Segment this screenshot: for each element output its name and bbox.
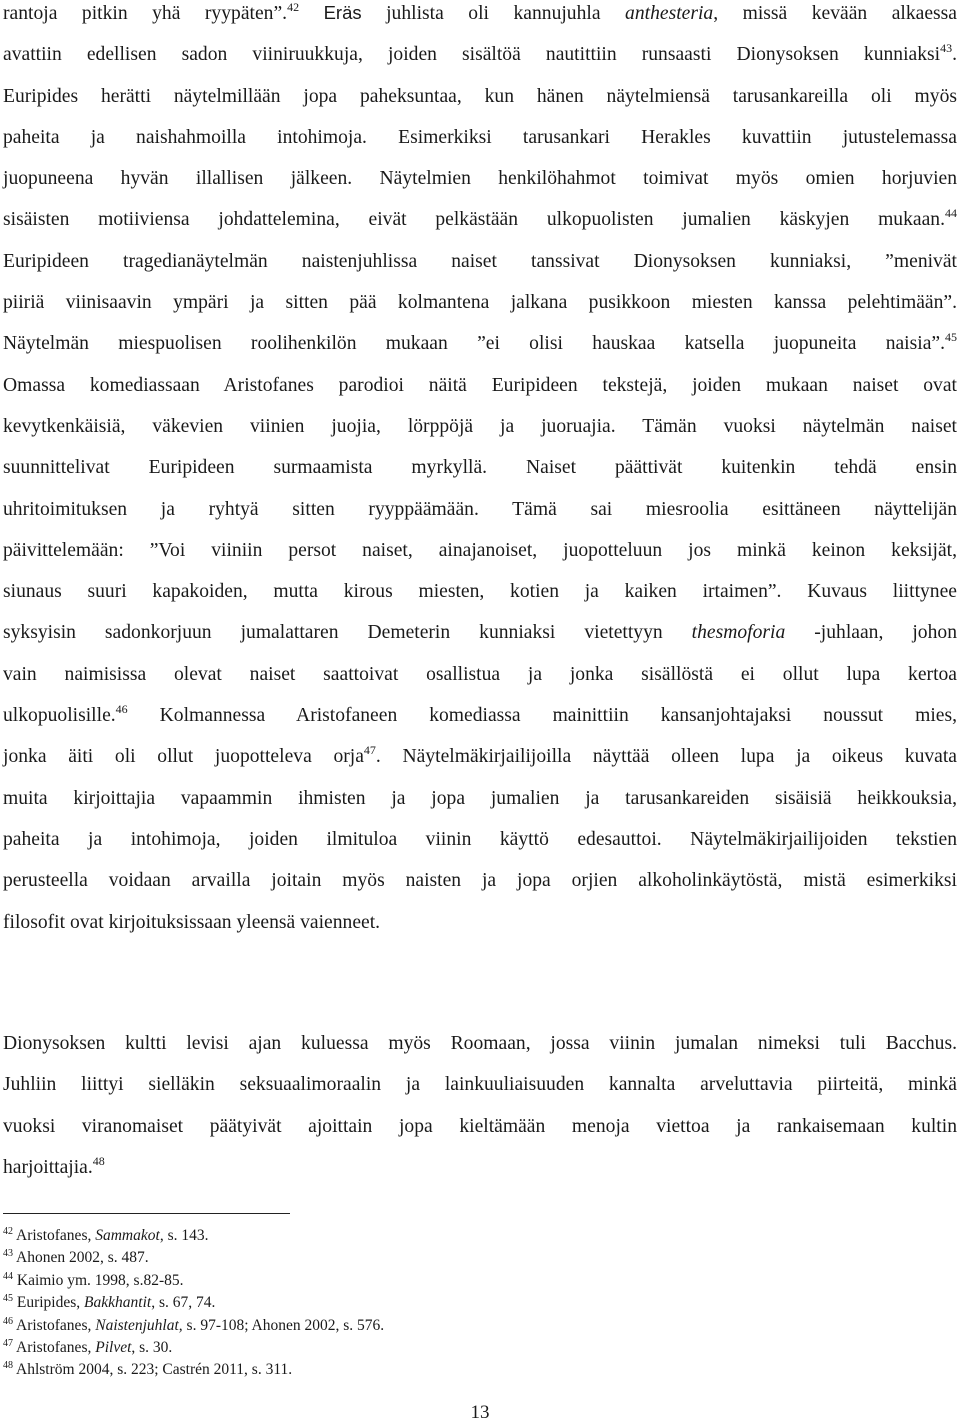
italic-text: Naistenjuhlat,: [95, 1316, 183, 1334]
text-run: Euripideen tragedianäytelmän naistenjuhlissa naiset tanssivat Dionysoksen kunniaksi, ”menivät: [3, 250, 957, 272]
text-run: filosofit ovat kirjoituksissaan yleensä vaienneet.: [3, 911, 381, 933]
text-run: syksyisin sadonkorjuun jumalattaren Demeterin kunniaksi vietettyyn: [3, 622, 692, 644]
text-run: ulkopuolisille.: [3, 705, 116, 727]
text-run: juhlista oli kannujuhla: [361, 3, 626, 24]
text-run: muita kirjoittajia vapaammin ihmisten ja jopa jumalien ja tarusankareiden sisäisiä heikkouksia,: [3, 787, 957, 809]
footnote-separator: [3, 1213, 290, 1214]
text-line: [3, 76, 957, 117]
footnote-reference: 45: [3, 1293, 13, 1305]
text-line: [3, 323, 957, 364]
footnote-reference: 47: [3, 1338, 13, 1350]
text-run: Kolmannessa Aristofaneen komediassa mainittiin kansanjohtajaksi noussut mies,: [127, 705, 957, 727]
text-run: s. 97-108; Ahonen 2002, s. 576.: [182, 1316, 385, 1334]
footnote-reference: 43: [3, 1248, 13, 1260]
text-line: [3, 0, 957, 34]
text-run: piiriä viinisaavin ympäri ja sitten pää kolmantena jalkana pusikkoon miesten kanssa pelehtimään”.: [3, 292, 957, 314]
footnote-reference: 46: [115, 702, 128, 717]
text-run: harjoittajia.: [3, 1156, 93, 1178]
text-run: perusteella voidaan arvailla joitain myös naisten ja jopa orjien alkoholinkäytöstä, mistä esimerkiksi: [3, 870, 957, 892]
text-line: [3, 241, 957, 282]
text-line: [3, 199, 957, 240]
italic-text: Sammakot: [95, 1227, 160, 1244]
footnote: [3, 1292, 703, 1314]
text-run: Aristofanes,: [13, 1339, 96, 1357]
text-line: [3, 1147, 957, 1188]
footnote: [3, 1359, 703, 1381]
text-line: [3, 736, 957, 777]
text-line: [3, 902, 957, 943]
text-run: , s. 30.: [131, 1339, 173, 1357]
text-run: paheita ja naishahmoilla intohimoja. Esimerkiksi tarusankari Herakles kuvattiin jutustelemassa: [3, 126, 957, 148]
footnote: [3, 1337, 703, 1359]
text-run: vuoksi viranomaiset päätyivät ajoittain jopa kieltämään menoja viettoa ja rankaisemaan kultin: [3, 1115, 957, 1137]
text-run: avattiin edellisen sadon viiniruukkuja, joiden sisältöä nautittiin runsaasti Dionysoksen kunniaksi: [3, 44, 941, 66]
text-line: [3, 654, 957, 695]
text-run: vain naimisissa olevat naiset saattoivat osallistua ja jonka sisällöstä ei ollut lupa kertoa: [3, 663, 957, 685]
italic-text: Pilvet: [95, 1339, 132, 1357]
text-run: .: [952, 44, 957, 66]
text-line: [3, 695, 957, 736]
text-run: Ahonen 2002, s. 487.: [13, 1249, 149, 1267]
footnote-reference: 42: [287, 0, 300, 14]
text-line: [3, 282, 957, 323]
text-run: Euripides herätti näytelmillään jopa paheksuntaa, kun hänen näytelmiensä tarusankareilla oli myös: [3, 85, 957, 107]
footnote-reference: 48: [92, 1153, 105, 1168]
footnote-reference: 44: [945, 206, 957, 221]
body-paragraph-2: [3, 1023, 957, 1188]
footnotes: [3, 1225, 703, 1382]
footnote-reference: 44: [3, 1270, 13, 1282]
text-run: Ahlström 2004, s. 223; Castrén 2011, s. 311.: [13, 1361, 293, 1379]
italic-text: thesmoforia: [691, 622, 786, 644]
text-line: [3, 34, 957, 75]
italic-text: Bakkhantit: [84, 1294, 152, 1312]
text-run: päivittelemään: ”Voi viiniin persot naiset, ainajanoiset, juopotteluun jos minkä keinon keksijät,: [3, 539, 957, 561]
footnote: [3, 1225, 703, 1247]
text-line: [3, 1023, 957, 1064]
text-run: Euripides,: [13, 1294, 85, 1312]
text-run: juopuneena hyvän illallisen jälkeen. Näytelmien henkilöhahmot toimivat myös omien horjuvien: [3, 168, 957, 190]
text-run: kevytkenkäisiä, väkevien viinien juojia, lörppöjä ja juoruajia. Tämän vuoksi näytelmän naiset: [3, 415, 957, 437]
text-run: , missä kevään alkaessa: [713, 3, 958, 24]
footnote-reference: 47: [363, 743, 376, 758]
text-run: Aristofanes,: [13, 1227, 96, 1244]
text-line: [3, 819, 957, 860]
footnote-reference: 45: [945, 330, 957, 345]
text-run: sisäisten motiiviensa johdattelemina, eivät pelkästään ulkopuolisten jumalien käskyjen mukaan.: [3, 209, 945, 231]
text-line: [3, 612, 957, 653]
sans-text: Eräs: [323, 2, 362, 23]
text-run: suunnittelivat Euripideen surmaamista myrkyllä. Naiset päättivät kuitenkin tehdä ensin: [3, 457, 957, 479]
text-run: Omassa komediassaan Aristofanes parodioi näitä Euripideen tekstejä, joiden mukaan naiset ovat: [3, 374, 957, 396]
page-number: 13: [470, 1402, 490, 1423]
italic-text: anthesteria: [625, 3, 714, 24]
text-run: Kaimio ym. 1998, s.82-85.: [13, 1271, 184, 1289]
text-line: [3, 117, 957, 158]
text-run: siunaus suuri kapakoiden, mutta kirous miesten, kotien ja kaiken irtaimen”. Kuvaus liittynee: [3, 581, 957, 603]
footnote: [3, 1315, 703, 1337]
text-run: Näytelmän miespuolisen roolihenkilön mukaan ”ei olisi hauskaa katsella juopuneita naisia”.: [3, 333, 945, 355]
text-run: paheita ja intohimoja, joiden ilmituloa viinin käyttö edesauttoi. Näytelmäkirjailijoiden tekstien: [3, 828, 957, 850]
body-paragraph-1: [3, 0, 957, 943]
text-line: [3, 1064, 957, 1105]
footnote: [3, 1247, 703, 1269]
text-line: [3, 778, 957, 819]
text-line: [3, 365, 957, 406]
footnote-reference: 43: [940, 41, 953, 56]
text-run: . Näytelmäkirjailijoilla näyttää olleen lupa ja oikeus kuvata: [375, 746, 957, 768]
text-run: -juhlaan, johon: [785, 622, 957, 644]
footnote-reference: 48: [3, 1360, 13, 1372]
text-run: Juhliin liittyi sielläkin seksuaalimoraalin ja lainkuuliaisuuden kannalta arveluttavia piirteitä, minkä: [3, 1074, 957, 1096]
text-line: [3, 447, 957, 488]
footnote-reference: 46: [3, 1315, 13, 1327]
text-line: [3, 158, 957, 199]
text-run: , s. 67, 74.: [151, 1294, 216, 1312]
text-line: [3, 530, 957, 571]
text-line: [3, 489, 957, 530]
text-run: uhritoimituksen ja ryhtyä sitten ryyppäämään. Tämä sai miesroolia esittäneen näyttelijän: [3, 498, 957, 520]
text-run: jonka äiti oli ollut juopotteleva orja: [3, 746, 364, 768]
text-line: [3, 1106, 957, 1147]
footnote: [3, 1270, 703, 1292]
text-line: [3, 406, 957, 447]
text-run: Aristofanes,: [13, 1316, 96, 1334]
text-line: [3, 860, 957, 901]
footnote-reference: 42: [3, 1226, 13, 1237]
text-run: [299, 3, 324, 24]
text-line: [3, 571, 957, 612]
text-run: , s. 143.: [159, 1227, 209, 1244]
text-run: rantoja pitkin yhä ryypäten”.: [3, 3, 288, 24]
text-run: Dionysoksen kultti levisi ajan kuluessa myös Roomaan, jossa viinin jumalan nimeksi tuli Bacchus.: [3, 1033, 957, 1054]
